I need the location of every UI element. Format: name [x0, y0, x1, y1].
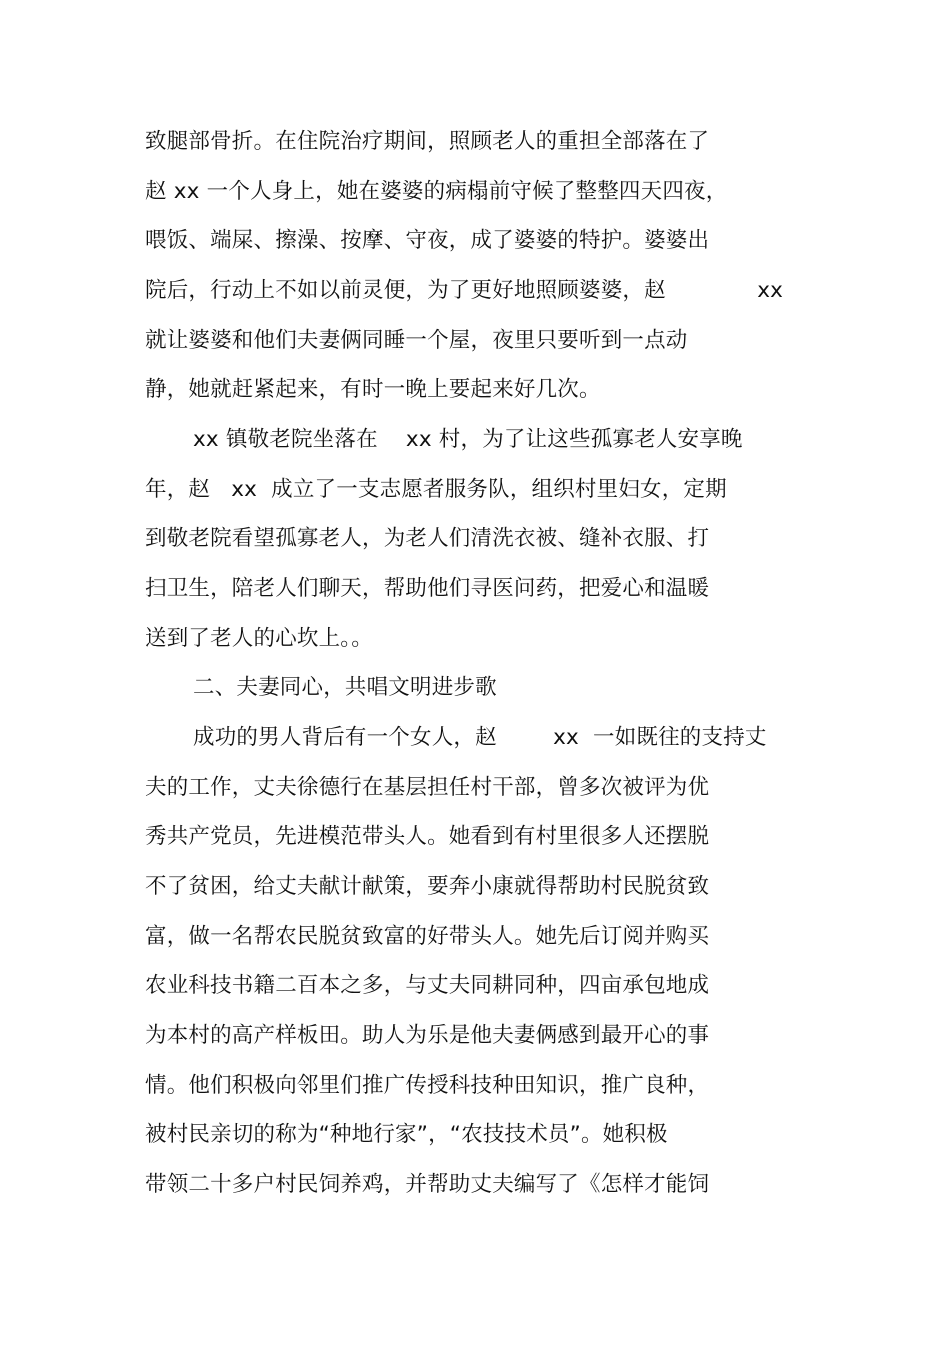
text-line: 扫卫生，陪老人们聊天，帮助他们寻医问药，把爱心和温暖: [145, 576, 710, 601]
text-line: 赵 xx 一个人身上，她在婆婆的病榻前守候了整整四天四夜，: [145, 179, 728, 204]
text-line: 夫的工作，丈夫徐德行在基层担任村干部，曾多次被评为优: [145, 775, 710, 800]
text-line: 农业科技书籍二百本之多，与丈夫同耕同种，四亩承包地成: [145, 973, 710, 998]
section-heading: 二、夫妻同心，共唱文明进步歌: [193, 675, 497, 700]
text-line: 为本村的高产样板田。助人为乐是他夫妻俩感到最开心的事: [145, 1023, 710, 1048]
text-line: 致腿部骨折。在住院治疗期间，照顾老人的重担全部落在了: [145, 129, 710, 154]
text-line: 就让婆婆和他们夫妻俩同睡一个屋，夜里只要听到一点动: [145, 328, 688, 353]
text-line: 院后，行动上不如以前灵便，为了更好地照顾婆婆，赵 xx: [145, 278, 784, 303]
text-line: 到敬老院看望孤寡老人，为老人们清洗衣被、缝补衣服、打: [145, 526, 710, 551]
text-line: 富，做一名帮农民脱贫致富的好带头人。她先后订阅并购买: [145, 924, 710, 949]
text-line: 静，她就赶紧起来，有时一晚上要起来好几次。: [145, 377, 601, 402]
paragraph-first-line: xx 镇敬老院坐落在 xx 村，为了让这些孤寡老人安享晚: [193, 427, 743, 452]
text-line: 秀共产党员，先进模范带头人。她看到有村里很多人还摆脱: [145, 824, 710, 849]
text-line: 带领二十多户村民饲养鸡，并帮助丈夫编写了《怎样才能饲: [145, 1172, 710, 1197]
text-line: 年，赵 xx 成立了一支志愿者服务队，组织村里妇女，定期: [145, 477, 727, 502]
text-line: 不了贫困，给丈夫献计献策，要奔小康就得帮助村民脱贫致: [145, 874, 710, 899]
text-line: 送到了老人的心坎上。。: [145, 626, 373, 651]
text-line: 喂饭、端屎、擦澡、按摩、守夜，成了婆婆的特护。婆婆出: [145, 228, 710, 253]
text-line: 被村民亲切的称为“种地行家”，“农技技术员”。她积极: [145, 1122, 668, 1147]
paragraph-first-line: 成功的男人背后有一个女人，赵 xx 一如既往的支持丈: [193, 725, 767, 750]
text-line: 情。他们积极向邻里们推广传授科技种田知识，推广良种，: [145, 1073, 710, 1098]
